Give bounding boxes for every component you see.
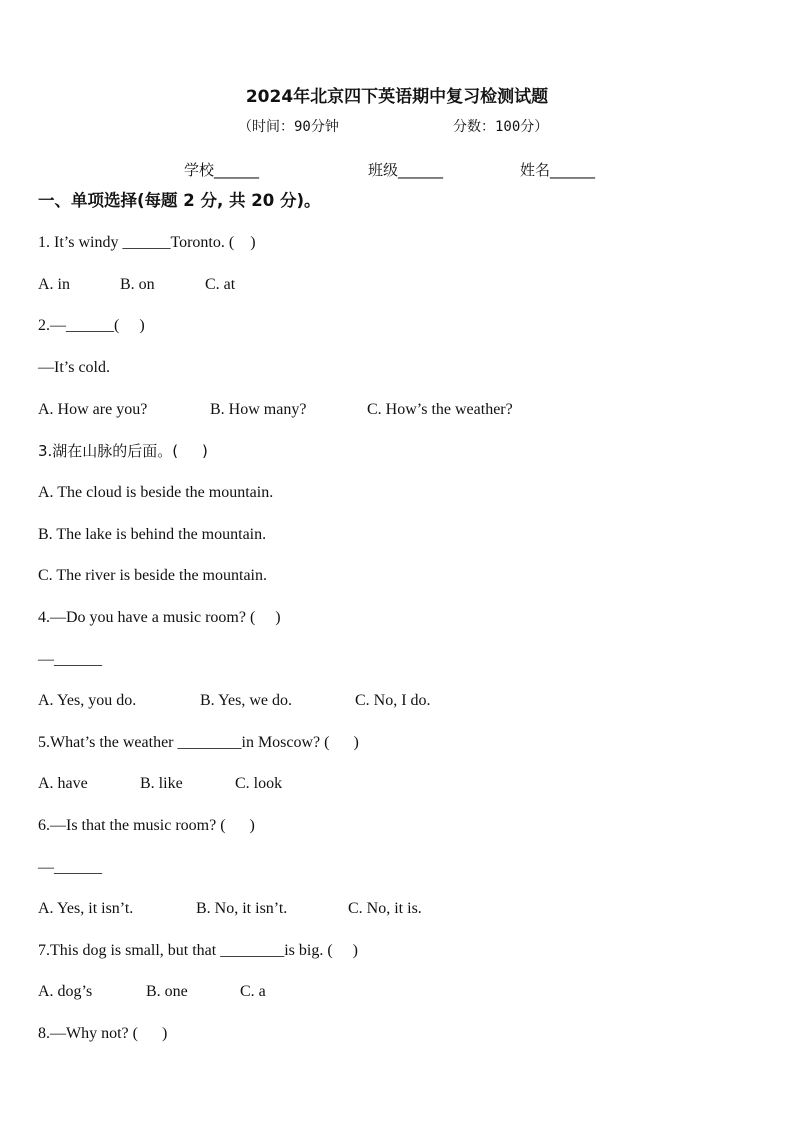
q7-option-a: A. dog’s <box>38 983 93 1000</box>
q3-option-b: B. The lake is behind the mountain. <box>38 526 267 543</box>
q3-option-c: C. The river is beside the mountain. <box>38 567 267 584</box>
q7-option-b: B. one <box>146 983 188 1000</box>
question-5: 5.What’s the weather ________in Moscow? ( ) <box>38 734 359 751</box>
q6-answer-line: —______ <box>38 859 102 876</box>
q6-option-a: A. Yes, it isn’t. <box>38 900 134 917</box>
q7-option-c: C. a <box>240 983 266 1000</box>
q3-option-a: A. The cloud is beside the mountain. <box>38 484 274 501</box>
section-heading: 一、单项选择(每题 2 分, 共 20 分)。 <box>38 191 321 210</box>
q1-option-b: B. on <box>120 276 155 293</box>
q5-option-b: B. like <box>140 775 183 792</box>
question-7: 7.This dog is small, but that ________is big. ( ) <box>38 942 358 959</box>
school-field: 学校______ <box>184 161 260 179</box>
question-6: 6.—Is that the music room? ( ) <box>38 817 255 834</box>
q2-option-c: C. How’s the weather? <box>367 401 513 418</box>
question-8: 8.—Why not? ( ) <box>38 1025 168 1042</box>
name-field: 姓名______ <box>520 161 596 179</box>
q4-answer-line: —______ <box>38 651 102 668</box>
q5-option-a: A. have <box>38 775 88 792</box>
exam-time: （时间：90分钟 <box>238 119 339 135</box>
question-3: 3.湖在山脉的后面。( ) <box>38 442 208 460</box>
q5-option-c: C. look <box>235 775 283 792</box>
page-title: 2024年北京四下英语期中复习检测试题 <box>245 87 549 107</box>
q2-option-a: A. How are you? <box>38 401 148 418</box>
q2-answer-line: —It’s cold. <box>38 359 110 376</box>
q4-option-c: C. No, I do. <box>355 692 431 709</box>
q1-option-a: A. in <box>38 276 70 293</box>
q4-option-b: B. Yes, we do. <box>200 692 293 709</box>
q6-option-c: C. No, it is. <box>348 900 422 917</box>
q1-option-c: C. at <box>205 276 236 293</box>
q2-option-b: B. How many? <box>210 401 307 418</box>
q4-option-a: A. Yes, you do. <box>38 692 137 709</box>
question-1: 1. It’s windy ______Toronto. ( ) <box>38 234 256 251</box>
q6-option-b: B. No, it isn’t. <box>196 900 288 917</box>
question-2: 2.—______( ) <box>38 317 145 334</box>
class-field: 班级______ <box>368 161 444 179</box>
question-4: 4.—Do you have a music room? ( ) <box>38 609 281 626</box>
exam-score: 分数：100分） <box>453 119 549 135</box>
